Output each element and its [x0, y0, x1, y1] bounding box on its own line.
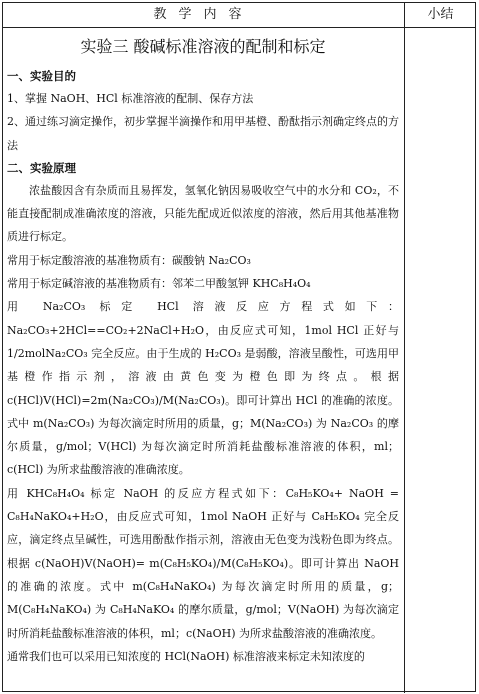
- principle-paragraph-3: 常用于标定碱溶液的基准物质有：邻苯二甲酸氢钾 KHC₈H₄O₄: [7, 277, 311, 291]
- purpose-item-1: 1、掌握 NaOH、HCl 标准溶液的配制、保存方法: [7, 92, 254, 105]
- table-header-row: [3, 3, 475, 28]
- principle-paragraph-hcl: 用 Na₂CO₃ 标定 HCl 溶液反应方程式如下：Na₂CO₃+2HCl==CO₂+2NaCl+H₂O，由反应式可知，1mol HCl 正好与 1/2molNa₂CO₃ 完全反应。由于生成的 H₂CO₃ 是弱酸，溶液呈酸性，可选用甲基橙作指示剂，溶液由黄色变为橙色即为终点。根据 c(HCl)V(HCl)=2m(Na₂CO₃)/M(Na₂CO₃)。即可计算出 HCl 的准确的浓度。式中 m(Na₂CO₃) 为每次滴定时所用的质量，g；M(Na₂CO₃) 为 Na₂CO₃ 的摩尔质量，g/mol；V(HCl) 为每次滴定时所消耗盐酸标准溶液的体积，ml；c(HCl) 为所求盐酸溶液的准确浓度。: [7, 300, 399, 477]
- section-heading-purpose: 一、实验目的: [7, 69, 76, 83]
- header-summary: 小结: [404, 3, 476, 27]
- principle-paragraph-1: 浓盐酸因含有杂质而且易挥发，氢氧化钠因易吸收空气中的水分和 CO₂，不能直接配制成准确浓度的溶液，只能先配成近似浓度的溶液，然后用其他基准物质进行标定。: [7, 183, 399, 244]
- section-heading-principle: 二、实验原理: [7, 160, 76, 175]
- summary-column: [404, 27, 405, 693]
- lesson-table: [2, 2, 476, 692]
- purpose-item-2: 2、通过练习滴定操作，初步掌握半滴操作和用甲基橙、酚酞指示剂确定终点的方法: [7, 115, 399, 152]
- experiment-title: 实验三 酸碱标准溶液的配制和标定: [80, 37, 326, 56]
- teaching-content-cell: [7, 29, 399, 668]
- header-teaching-content: 教学内容: [153, 7, 254, 22]
- principle-paragraph-2: 常用于标定酸溶液的基准物质有：碳酸钠 Na₂CO₃: [7, 253, 251, 267]
- principle-paragraph-naoh: 用 KHC₈H₄O₄ 标定 NaOH 的反应方程式如下：C₈H₅KO₄+ NaOH = C₈H₄NaKO₄+H₂O，由反应式可知，1mol NaOH 正好与 C₈H₅KO₄ 完全反应，滴定终点呈碱性，可选用酚酞作指示剂，溶液由无色变为浅粉色即为终点。根据 c(NaOH)V(NaOH)= m(C₈H₅KO₄)/M(C₈H₅KO₄)。即可计算出 NaOH 的准确的浓度。式中 m(C₈H₄NaKO₄) 为每次滴定时所用的质量，g；M(C₈H₄NaKO₄) 为 C₈H₄NaKO₄ 的摩尔质量，g/mol；V(NaOH) 为每次滴定时所消耗盐酸标准溶液的体积，ml；c(NaOH) 为所求盐酸溶液的准确浓度。: [7, 486, 399, 640]
- principle-paragraph-last: 通常我们也可以采用已知浓度的 HCl(NaOH) 标准溶液来标定未知浓度的: [7, 649, 365, 663]
